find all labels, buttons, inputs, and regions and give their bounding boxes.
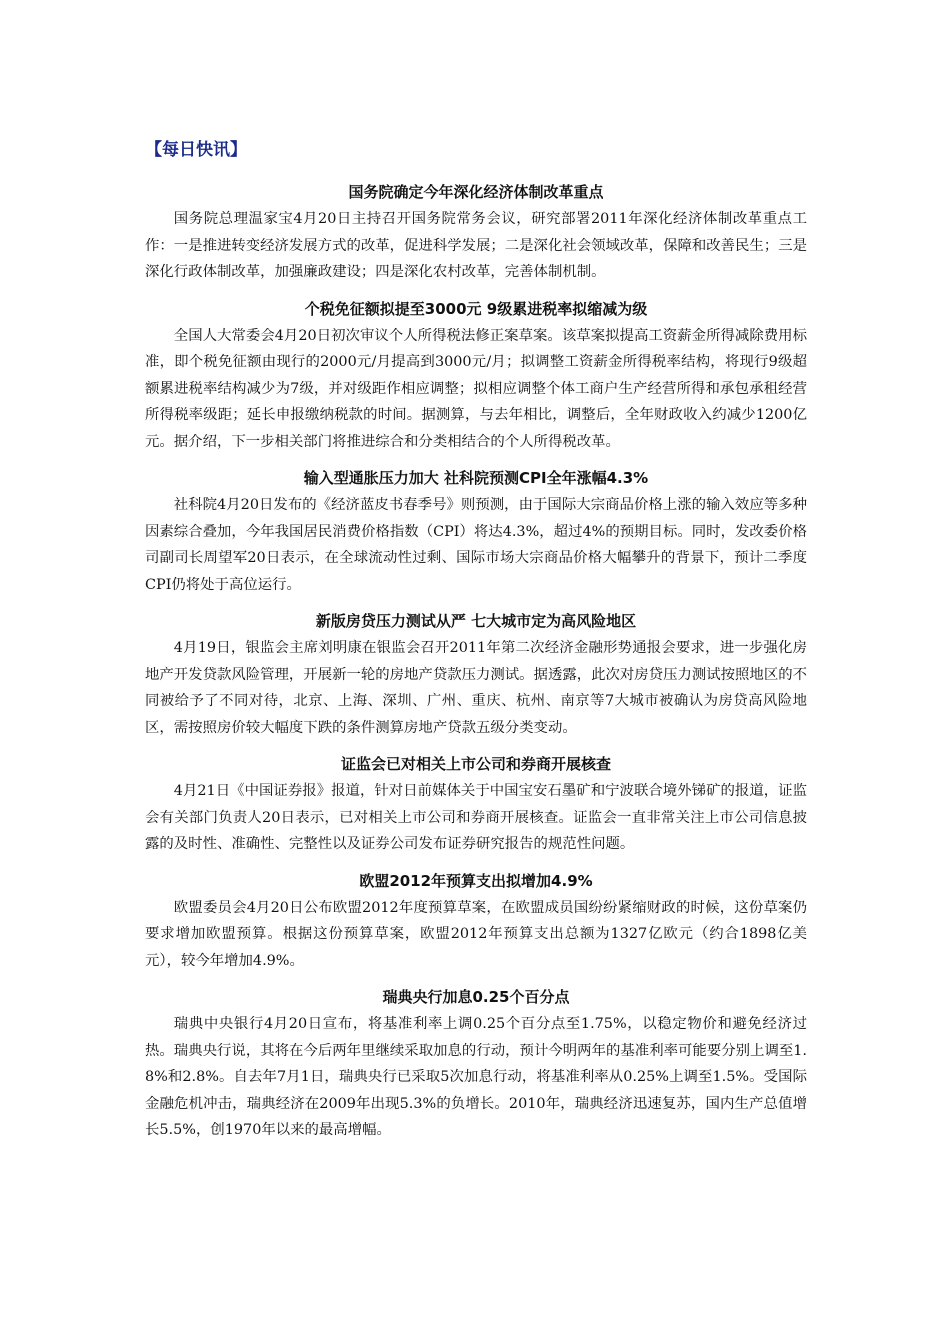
article-title: 欧盟2012年预算支出拟增加4.9%	[359, 871, 593, 890]
article-title: 新版房贷压力测试从严 七大城市定为高风险地区	[315, 612, 637, 630]
article-5	[145, 750, 807, 858]
article-title: 个税免征额拟提至3000元 9级累进税率拟缩减为级	[304, 299, 648, 318]
article-body: 瑞典中央银行4月20日宣布，将基准利率上调0.25个百分点至1.75%，以稳定物价和避免经济过热。瑞典央行说，其将在今后两年里继续采取加息的行动，预计今明两年的基准利率可能要分别上调至1.8%和2.8%。自去年7月1日，瑞典央行已采取5次加息行动，将基准利率从0.25%上调至1.5%。受国际金融危机冲击，瑞典经济在2009年出现5.3%的负增长。2010年，瑞典经济迅速复苏，国内生产总值增长5.5%，创1970年以来的最高增幅。	[145, 1016, 807, 1138]
article-body: 全国人大常委会4月20日初次审议个人所得税法修正案草案。该草案拟提高工资薪金所得减除费用标准，即个税免征额由现行的2000元/月提高到3000元/月；拟调整工资薪金所得税率结构，将现行9级超额累进税率结构减少为7级，并对级距作相应调整；拟相应调整个体工商户生产经营所得和承包承租经营所得税率级距；延长申报缴纳税款的时间。据测算，与去年相比，调整后，全年财政收入约减少1200亿元。据介绍，下一步相关部门将推进综合和分类相结合的个人所得税改革。	[145, 327, 807, 450]
article-body: 4月21日《中国证券报》报道，针对日前媒体关于中国宝安石墨矿和宁波联合境外锑矿的报道，证监会有关部门负责人20日表示，已对相关上市公司和券商开展核查。证监会一直非常关注上市公司信息披露的及时性、准确性、完整性以及证券公司发布证券研究报告的规范性问题。	[145, 783, 807, 852]
document-page	[145, 136, 807, 1153]
article-4	[145, 607, 807, 741]
section-heading: 【每日快讯】	[145, 140, 247, 160]
article-body: 欧盟委员会4月20日公布欧盟2012年度预算草案，在欧盟成员国纷纷紧缩财政的时候，这份草案仍要求增加欧盟预算。根据这份预算草案，欧盟2012年预算支出总额为1327亿欧元（约合1898亿美元），较今年增加4.9%。	[145, 899, 807, 969]
article-title: 证监会已对相关上市公司和券商开展核查	[340, 755, 611, 773]
article-body: 社科院4月20日发布的《经济蓝皮书春季号》则预测，由于国际大宗商品价格上涨的输入效应等多种因素综合叠加，今年我国居民消费价格指数（CPI）将达4.3%，超过4%的预期目标。同时，发改委价格司副司长周望军20日表示，在全球流动性过剩、国际市场大宗商品价格大幅攀升的背景下，预计二季度CPI仍将处于高位运行。	[145, 497, 807, 593]
article-3	[145, 464, 807, 598]
article-body: 国务院总理温家宝4月20日主持召开国务院常务会议，研究部署2011年深化经济体制改革重点工作：一是推进转变经济发展方式的改革，促进科学发展；二是深化社会领域改革，保障和改善民生；三是深化行政体制改革，加强廉政建设；四是深化农村改革，完善体制机制。	[145, 211, 807, 280]
article-title: 输入型通胀压力加大 社科院预测CPI全年涨幅4.3%	[303, 469, 649, 487]
article-6	[145, 867, 807, 975]
article-2	[145, 295, 807, 456]
article-7	[145, 983, 807, 1144]
article-body: 4月19日，银监会主席刘明康在银监会召开2011年第二次经济金融形势通报会要求，进一步强化房地产开发贷款风险管理，开展新一轮的房地产贷款压力测试。据透露，此次对房贷压力测试按照地区的不同被给予了不同对待，北京、上海、深圳、广州、重庆、杭州、南京等7大城市被确认为房贷高风险地区，需按照房价较大幅度下跌的条件测算房地产贷款五级分类变动。	[145, 640, 807, 736]
article-1	[145, 178, 807, 286]
article-title: 国务院确定今年深化经济体制改革重点	[348, 183, 604, 201]
article-title: 瑞典央行加息0.25个百分点	[382, 988, 570, 1006]
